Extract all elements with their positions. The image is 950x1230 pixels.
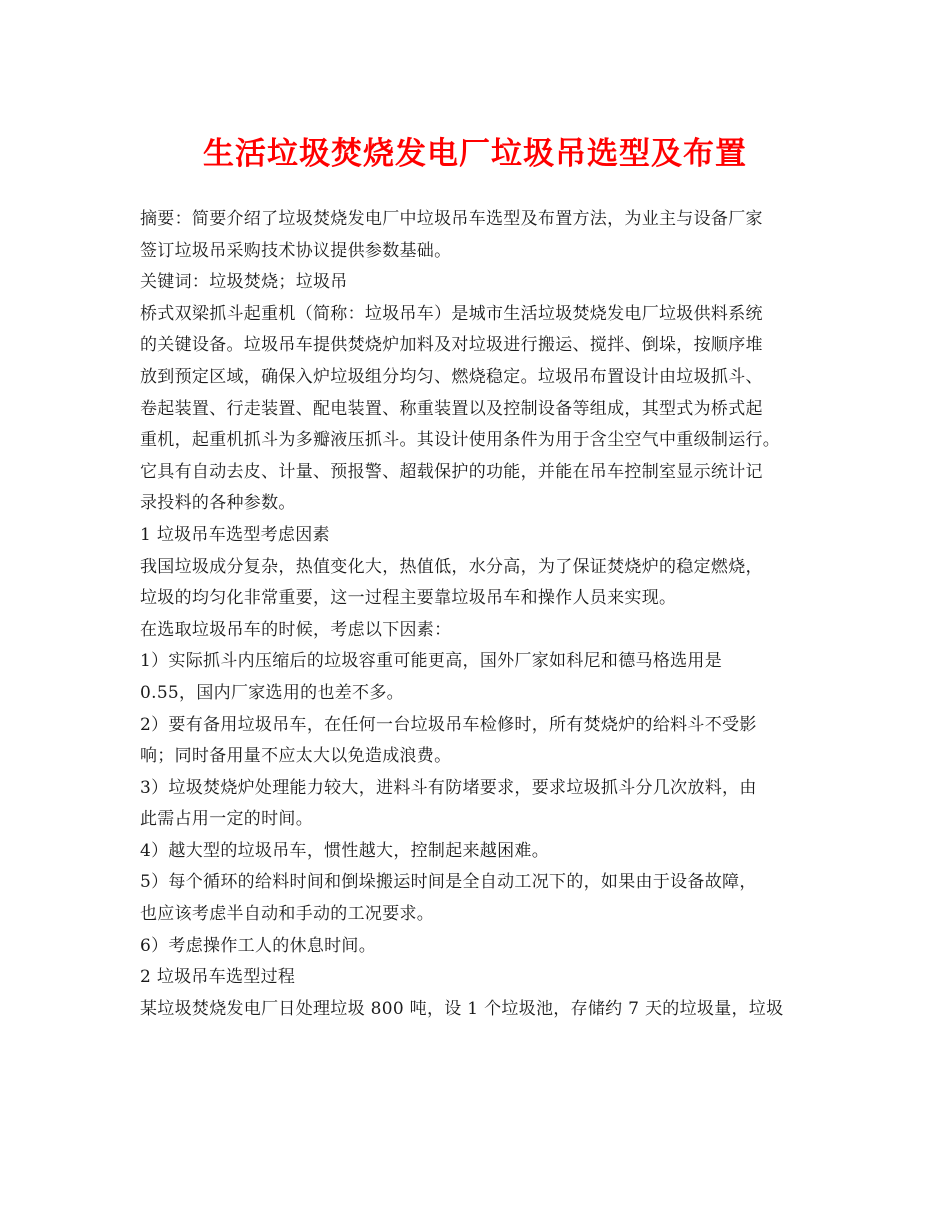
text-line: 在选取垃圾吊车的时候，考虑以下因素： bbox=[140, 619, 452, 640]
text-line: 响；同时备用量不应太大以免造成浪费。 bbox=[140, 746, 452, 767]
text-line: 签订垃圾吊采购技术协议提供参数基础。 bbox=[140, 240, 452, 261]
text-line: 0.55，国内厂家选用的也差不多。 bbox=[140, 682, 404, 703]
text-line: 此需占用一定的时间。 bbox=[140, 809, 313, 830]
text-line: 桥式双梁抓斗起重机（简称：垃圾吊车）是城市生活垃圾焚烧发电厂垃圾供料系统 bbox=[140, 303, 763, 324]
text-line: 摘要：简要介绍了垃圾焚烧发电厂中垃圾吊车选型及布置方法，为业主与设备厂家 bbox=[140, 209, 763, 229]
list-item: 1）实际抓斗内压缩后的垃圾容重可能更高，国外厂家如科尼和德马格选用是 bbox=[140, 651, 723, 672]
section-heading: 2 垃圾吊车选型过程 bbox=[140, 967, 296, 988]
text-line: 也应该考虑半自动和手动的工况要求。 bbox=[140, 904, 435, 925]
text-line: 某垃圾焚烧发电厂日处理垃圾 800 吨，设 1 个垃圾池，存储约 7 天的垃圾量，垃圾 bbox=[140, 998, 784, 1019]
text-line: 卷起装置、行走装置、配电装置、称重装置以及控制设备等组成，其型式为桥式起 bbox=[140, 398, 763, 419]
text-line: 它具有自动去皮、计量、预报警、超载保护的功能，并能在吊车控制室显示统计记 bbox=[140, 461, 763, 482]
document-title: 生活垃圾焚烧发电厂垃圾吊选型及布置 bbox=[203, 136, 747, 172]
text-line: 垃圾的均匀化非常重要，这一过程主要靠垃圾吊车和操作人员来实现。 bbox=[140, 588, 677, 609]
text-line: 我国垃圾成分复杂，热值变化大，热值低，水分高，为了保证焚烧炉的稳定燃烧， bbox=[140, 556, 763, 577]
text-line: 录投料的各种参数。 bbox=[140, 493, 296, 514]
document-body bbox=[140, 204, 840, 1025]
list-item: 5）每个循环的给料时间和倒垛搬运时间是全自动工况下的，如果由于设备故障， bbox=[140, 872, 757, 893]
list-item: 2）要有备用垃圾吊车，在任何一台垃圾吊车检修时，所有焚烧炉的给料斗不受影 bbox=[140, 714, 757, 735]
text-line: 放到预定区域，确保入炉垃圾组分均匀、燃烧稳定。垃圾吊布置设计由垃圾抓斗、 bbox=[140, 366, 763, 387]
list-item: 3）垃圾焚烧炉处理能力较大，进料斗有防堵要求，要求垃圾抓斗分几次放料，由 bbox=[140, 777, 757, 798]
text-line: 重机，起重机抓斗为多瓣液压抓斗。其设计使用条件为用于含尘空气中重级制运行。 bbox=[140, 430, 781, 451]
text-line: 的关键设备。垃圾吊车提供焚烧炉加料及对垃圾进行搬运、搅拌、倒垛，按顺序堆 bbox=[140, 335, 763, 356]
list-item: 6）考虑操作工人的休息时间。 bbox=[140, 935, 377, 956]
list-item: 4）越大型的垃圾吊车，惯性越大，控制起来越困难。 bbox=[140, 840, 550, 861]
text-line: 关键词：垃圾焚烧；垃圾吊 bbox=[140, 272, 348, 293]
section-heading: 1 垃圾吊车选型考虑因素 bbox=[140, 524, 330, 545]
